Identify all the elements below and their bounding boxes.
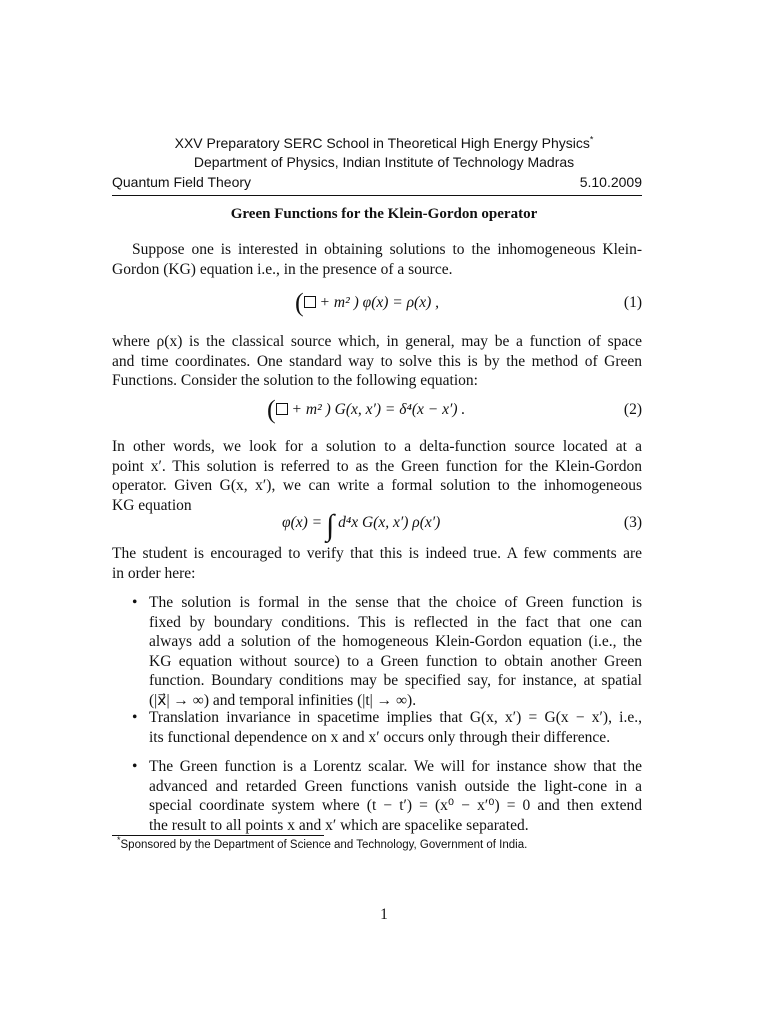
paragraph-comments (112, 544, 642, 583)
text-line: operator. Given G(x, x′), we can write a formal solution to the inhomogeneous (112, 477, 642, 494)
list-item-text (149, 757, 642, 835)
text-line: Gordon (KG) equation i.e., in the presence of a source. (112, 260, 453, 278)
equation-number: (3) (623, 514, 642, 531)
bullet-icon: • (132, 594, 138, 611)
footnote-rule (112, 835, 324, 836)
handout-date: 5.10.2009 (579, 174, 642, 190)
equation-rhs: d⁴x G(x, x′) ρ(x′) (338, 514, 441, 531)
footnote-mark: * (589, 134, 594, 145)
header-rule (112, 195, 642, 196)
text-line: In other words, we look for a solution to a delta-function source located at a (112, 438, 642, 455)
equation-body: + m² ) φ(x) = ρ(x) , (319, 294, 440, 311)
school-title (0, 135, 768, 151)
footnote (117, 835, 528, 851)
text-line: point x′. This solution is referred to as the Green function for the Klein-Gordon (112, 457, 642, 475)
page-number: 1 (380, 906, 388, 923)
text-line: KG equation (112, 496, 192, 514)
bullet-icon: • (132, 709, 138, 726)
text-line: The Green function is a Lorentz scalar. We will for instance show that the (149, 758, 642, 775)
list-item-text (149, 593, 642, 710)
text-line: where ρ(x) is the classical source which, in general, may be a function of space (112, 333, 642, 350)
list-item-text (149, 708, 642, 747)
text-line: The student is encouraged to verify that this is indeed true. A few comments are (112, 545, 642, 562)
paragraph-source (112, 332, 642, 391)
text-line: its functional dependence on x and x′ occurs only through their difference. (149, 728, 611, 746)
footnote-mark: * (117, 835, 121, 846)
footnote-text: Sponsored by the Department of Science and Technology, Government of India. (120, 839, 528, 851)
dalembertian-box (304, 296, 316, 308)
course-name: Quantum Field Theory (112, 174, 252, 190)
equation-3 (112, 510, 642, 540)
text-line: (|x⃗| → ∞) and temporal infinities (|t| → ∞). (149, 691, 417, 709)
text-line: always add a solution of the homogeneous Klein-Gordon equation (i.e., the (149, 633, 642, 650)
school-title-text: XXV Preparatory SERC School in Theoretical High Energy Physics (174, 135, 590, 151)
equation-body: + m² ) G(x, x′) = δ⁴(x − x′) . (291, 401, 466, 418)
department-line: Department of Physics, Indian Institute of Technology Madras (193, 154, 575, 170)
text-line: Functions. Consider the solution to the following equation: (112, 372, 478, 389)
text-line: and time coordinates. One standard way to solve this is by the method of Green (112, 352, 642, 370)
text-line: Translation invariance in spacetime implies that G(x, x′) = G(x − x′), i.e., (149, 709, 642, 726)
text-line: fixed by boundary conditions. This is reflected in the fact that one can (149, 613, 642, 631)
text-line: function. Boundary conditions may be specified say, for instance, at spatial (149, 672, 642, 689)
equation-number: (2) (623, 401, 642, 418)
text-line: KG equation without source) to a Green function to obtain another Green (149, 652, 642, 670)
paren-open: ( (295, 288, 304, 317)
equation-1 (112, 290, 642, 320)
integral-sign: ∫ (326, 509, 335, 542)
dalembertian-box (276, 403, 288, 415)
text-line: advanced and retarded Green functions vanish outside the light-cone in a (149, 777, 642, 795)
paragraph-intro (112, 240, 642, 279)
text-line: The solution is formal in the sense that the choice of Green function is (149, 594, 642, 611)
text-line: the result to all points x and x′ which are spacelike separated. (149, 816, 529, 834)
text-line: Suppose one is interested in obtaining solutions to the inhomogeneous Klein- (132, 241, 642, 258)
equation-number: (1) (623, 294, 642, 311)
paragraph-green-function (112, 437, 642, 515)
document-title: Green Functions for the Klein-Gordon operator (230, 206, 538, 222)
course-date-line (112, 174, 642, 190)
text-line: in order here: (112, 564, 196, 582)
equation-lhs: φ(x) = (282, 514, 323, 531)
bullet-icon: • (132, 758, 138, 775)
paren-open: ( (267, 395, 276, 424)
text-line: special coordinate system where (t − t′) = (x⁰ − x′⁰) = 0 and then extend (149, 797, 642, 814)
equation-2 (112, 397, 642, 427)
